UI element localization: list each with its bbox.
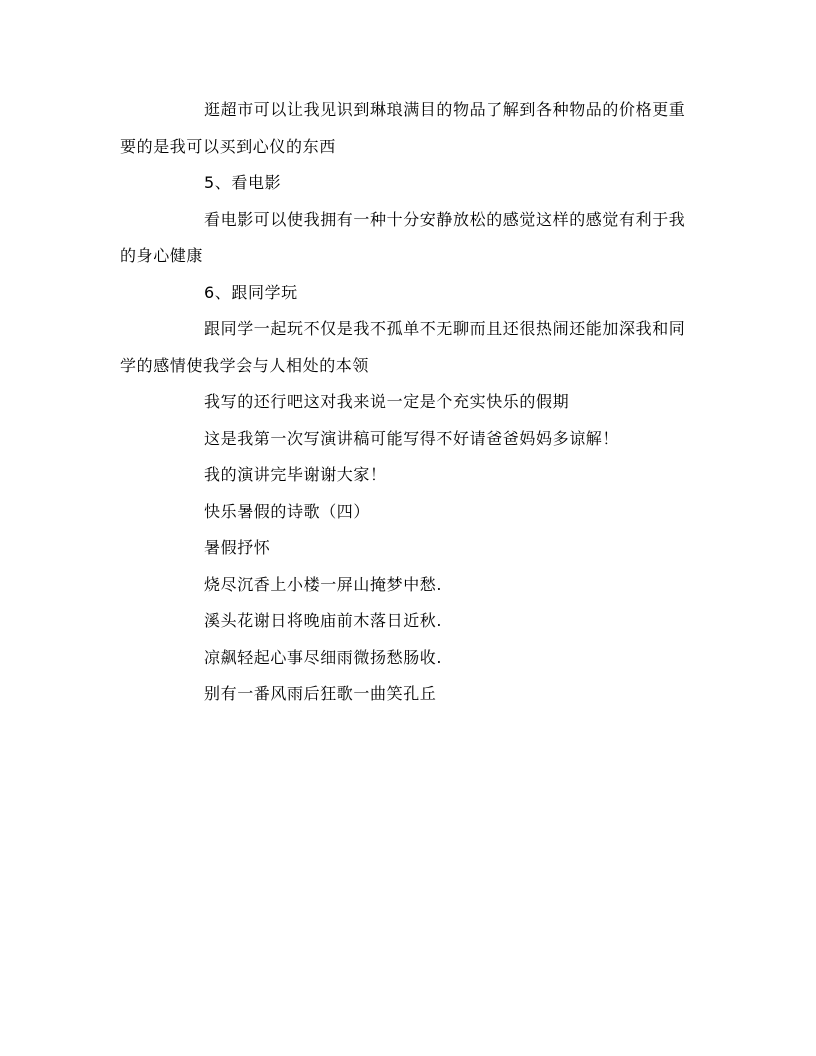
paragraph: 跟同学一起玩不仅是我不孤单不无聊而且还很热闹还能加深我和同学的感情使我学会与人相处的本领: [120, 319, 686, 375]
paragraph: 我的演讲完毕谢谢大家！: [204, 465, 387, 484]
paragraph: 这是我第一次写演讲稿可能写得不好请爸爸妈妈多谅解！: [204, 428, 620, 448]
paragraph: 逛超市可以让我见识到琳琅满目的物品了解到各种物品的价格更重要的是我可以买到心仪的东西: [120, 100, 686, 156]
poem-section-title: 快乐暑假的诗歌（四）: [204, 501, 371, 521]
section-heading: 5、看电影: [204, 173, 282, 192]
poem-line: 溪头花谢日将晚庙前木落日近秋.: [204, 611, 443, 630]
poem-line: 凉飙轻起心事尽细雨微扬愁肠收.: [204, 647, 443, 667]
poem-line: 烧尽沉香上小楼一屏山掩梦中愁.: [204, 574, 443, 594]
section-heading: 6、跟同学玩: [204, 282, 298, 302]
paragraph: 看电影可以使我拥有一种十分安静放松的感觉这样的感觉有利于我的身心健康: [120, 209, 686, 265]
paragraph: 我写的还行吧这对我来说一定是个充实快乐的假期: [204, 392, 570, 411]
document-body: [120, 92, 696, 713]
poem-title: 暑假抒怀: [204, 538, 271, 557]
poem-line: 别有一番风雨后狂歌一曲笑孔丘: [204, 684, 437, 703]
